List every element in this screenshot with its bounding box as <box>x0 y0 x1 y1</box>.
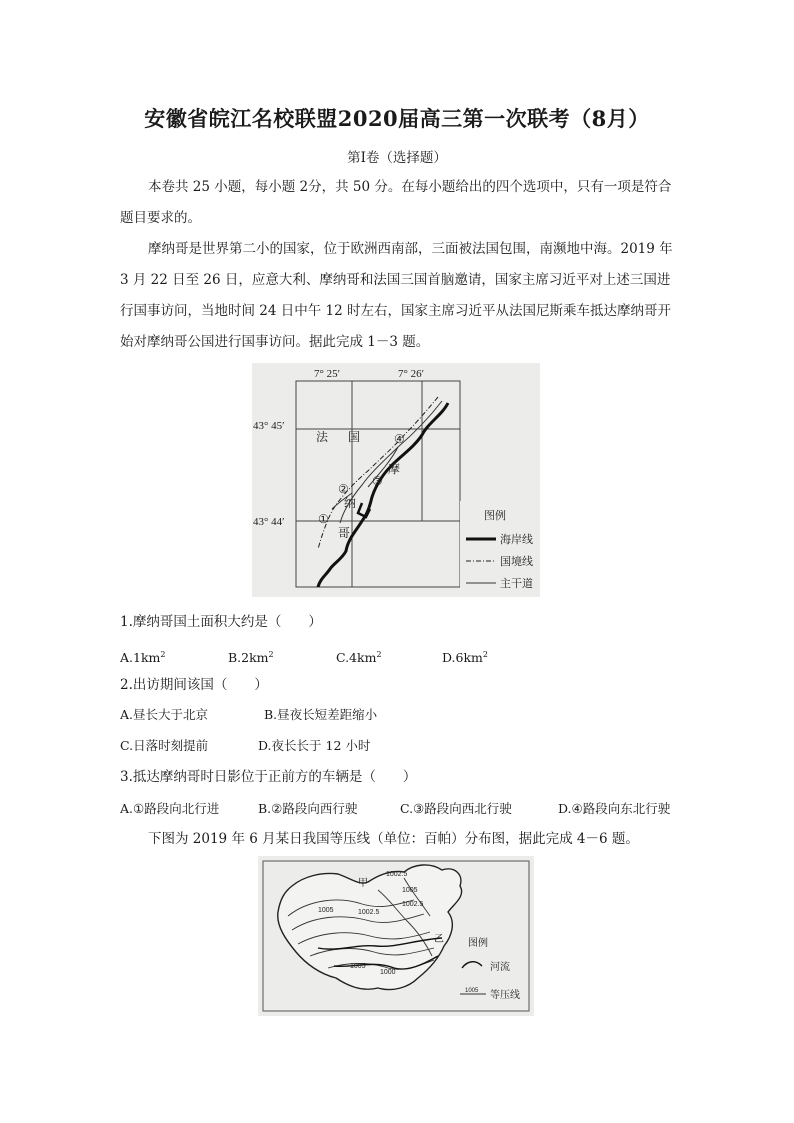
isobar-label: 1005 <box>350 963 366 970</box>
lon-label-2: 7° 26′ <box>398 368 425 380</box>
option-2c[interactable]: C.日落时刻提前 <box>120 738 209 753</box>
question-2-options-row2 <box>120 736 370 756</box>
isobar-label: 1000 <box>380 969 396 976</box>
lat-label-1: 43° 45′ <box>253 420 285 432</box>
option-3b[interactable]: B.②路段向西行驶 <box>257 801 358 816</box>
question-3-stem: 3.抵达摩纳哥时日影位于正前方的车辆是（ ） <box>120 769 417 785</box>
isobar-label: 1005 <box>318 907 334 914</box>
lon-label-1: 7° 25′ <box>314 368 341 380</box>
lat-label-2: 43° 44′ <box>253 516 285 528</box>
route-label-3: ③ <box>372 474 383 488</box>
legend-isobar-label: 等压线 <box>490 990 520 1001</box>
option-1b[interactable]: $B.2km^2$ <box>227 650 274 666</box>
isobar-label: 1002.5 <box>402 901 424 908</box>
map1-legend-title: 图例 <box>484 509 506 522</box>
option-3d[interactable]: D.④路段向东北行驶 <box>557 801 671 816</box>
label-fa: 法 <box>316 430 329 444</box>
option-3a[interactable]: A.①路段向北行进 <box>120 801 220 816</box>
isobar-label: 1005 <box>402 887 418 894</box>
instructions: 本卷共 25 小题，每小题 2分，共 50 分。在每小题给出的四个选项中，只有一项是符合题目要求的。 <box>120 179 672 226</box>
legend-road-label: 主干道 <box>500 577 533 590</box>
isobar-label: 1002.5 <box>386 871 408 878</box>
option-1c[interactable]: $C.4km^2$ <box>335 650 382 666</box>
isobar-label: 1002.5 <box>358 909 380 916</box>
label-ge: 哥 <box>338 526 351 540</box>
border-line <box>318 397 438 549</box>
monaco-map <box>252 363 540 597</box>
route-label-1: ① <box>318 512 329 526</box>
option-2a[interactable]: A.昼长大于北京 <box>120 707 209 722</box>
question-2-options-row1 <box>120 705 377 725</box>
option-1d[interactable]: $D.6km^2$ <box>441 650 488 666</box>
section-subtitle: 第Ⅰ卷（选择题） <box>347 150 447 166</box>
point-jia: 甲 <box>358 878 368 889</box>
passage-isobar: 下图为 2019 年 6 月某日我国等压线（单位：百帕）分布图，据此完成 4－6 题。 <box>148 831 639 847</box>
legend-border-label: 国境线 <box>500 555 533 568</box>
option-1a[interactable]: $A.1km^2$ <box>120 650 166 666</box>
route-label-2: ② <box>338 482 349 496</box>
label-na: 纳 <box>344 496 357 510</box>
label-mo: 摩 <box>388 462 401 476</box>
route-label-4: ④ <box>394 432 405 446</box>
label-guo: 国 <box>348 430 361 444</box>
question-1-options <box>120 645 488 668</box>
legend-river-label: 河流 <box>490 962 510 973</box>
option-2b[interactable]: B.昼夜长短差距缩小 <box>263 707 378 722</box>
option-3c[interactable]: C.③路段向西北行驶 <box>399 801 512 816</box>
isobar-map <box>258 856 534 1016</box>
question-1-stem: 1.摩纳哥国土面积大约是（ ） <box>120 614 322 630</box>
question-3-options <box>120 799 670 819</box>
legend-coastline-label: 海岸线 <box>500 533 533 546</box>
page-title: 安徽省皖江名校联盟2020届高三第一次联考（8月） <box>144 106 650 131</box>
legend-isobar-sample: 1005 <box>465 988 479 994</box>
passage-monaco: 摩纳哥是世界第二小的国家，位于欧洲西南部，三面被法国包围，南濒地中海。2019 年 3 月 22 日至 26 日，应意大利、摩纳哥和法国三国首脑邀请，国家主席习近平对上述三国进行国事访问，当地时间 24 日中午 12 时左右，国家主席习近平从法国尼斯乘车抵达摩纳哥开始对摩纳哥公国进行国事访问。据此完成 1－3 题。 <box>120 241 673 350</box>
option-2d[interactable]: D.夜长长于 12 小时 <box>257 738 371 753</box>
point-yi: 乙 <box>434 934 444 945</box>
question-2-stem: 2.出访期间该国（ ） <box>120 677 268 693</box>
map2-legend-title: 图例 <box>468 938 488 949</box>
